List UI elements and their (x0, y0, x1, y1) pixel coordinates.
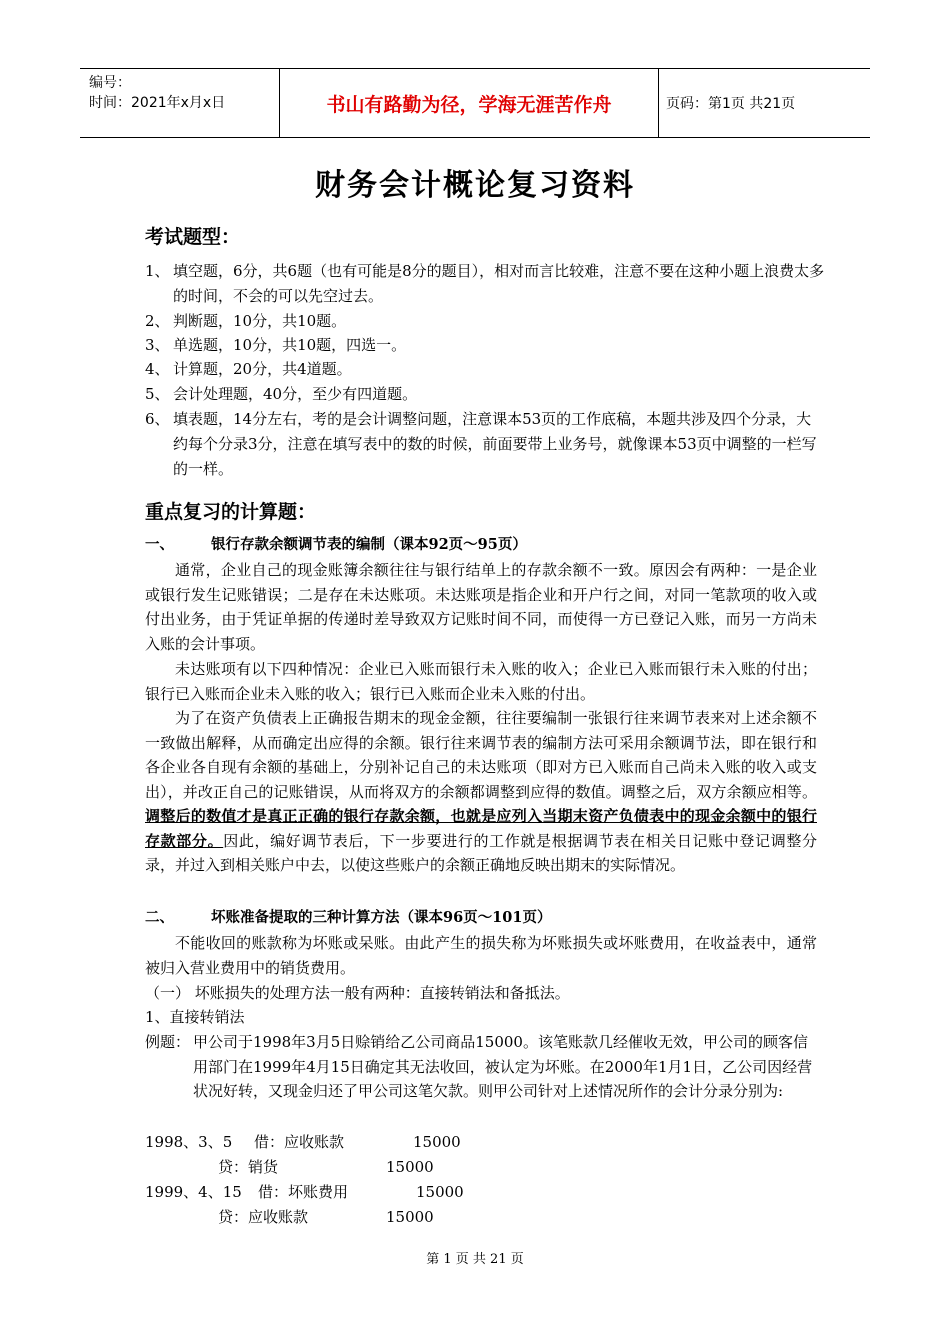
calc-heading: 重点复习的计算题： (145, 501, 317, 523)
exam-item-text: 填表题，14分左右，考的是会计调整问题，注意课本53页的工作底稿，本题共涉及四个分录，大约每个分录3分，注意在填写表中的数的时候，前面要带上业务号，就像课本53页中调整的一栏写的一样。 (173, 410, 817, 478)
header-meta (80, 69, 280, 137)
exam-item (145, 309, 825, 334)
entry-debit: 借：应收账款 (254, 1133, 345, 1151)
para-3-text-c: 因此，编好调节表后，下一步要进行的工作就是根据调节表在相关日记账中登记调整分录，并过入到相关账户中去，以使这些账户的余额正确地反映出期末的实际情况。 (145, 831, 817, 874)
doc-number-label: 编号： (89, 75, 131, 91)
section-2-title: 坏账准备提取的三种计算方法（课本96页～101页） (211, 909, 552, 926)
section-2-sub-1: （一） 坏账损失的处理方法一般有两种：直接转销法和备抵法。 (145, 984, 570, 1002)
exam-item-num: 3、 (145, 336, 170, 354)
example-block (145, 1030, 817, 1104)
doc-time-label: 时间：2021年x月x日 (89, 95, 226, 111)
section-1-num: 一、 (145, 536, 174, 553)
para-3-emphasis: 调整后的数值才是真正正确的银行存款余额，也就是应列入当期末资产负债表中的现金余额中的银行存款部分。 (145, 807, 817, 850)
header-motto: 书山有路勤为径，学海无涯苦作舟 (280, 69, 659, 137)
exam-item-text: 填空题，6分，共6题（也有可能是8分的题目），相对而言比较难，注意不要在这种小题上浪费太多的时间，不会的可以先空过去。 (173, 262, 825, 305)
example-label: 例题： (145, 1033, 191, 1051)
entry-credit: 贷：应收账款 (218, 1208, 309, 1226)
entry-credit-amount: 15000 (386, 1208, 434, 1226)
entry-credit-amount: 15000 (386, 1158, 434, 1176)
section-1-para-2: 未达账项有以下四种情况：企业已入账而银行未入账的收入；企业已入账而银行未入账的付出；银行已入账而企业未入账的收入；银行已入账而企业未入账的付出。 (145, 660, 817, 703)
exam-item-num: 1、 (145, 262, 170, 280)
section-2-heading (145, 906, 551, 930)
entry-debit-amount: 15000 (416, 1183, 464, 1201)
exam-item (145, 259, 825, 309)
entry-date: 1999、4、15 (145, 1183, 242, 1201)
header-page-info: 页码：第1页 共21页 (666, 96, 796, 112)
entry-debit: 借：坏账费用 (258, 1183, 349, 1201)
exam-item (145, 333, 825, 358)
exam-item (145, 382, 825, 407)
document-title: 财务会计概论复习资料 (315, 168, 635, 203)
exam-item (145, 407, 825, 482)
section-1-para-3 (145, 706, 817, 878)
section-2-sub-2: 1、直接转销法 (145, 1008, 245, 1026)
example-text: 甲公司于1998年3月5日赊销给乙公司商品15000。该笔账款几经催收无效，甲公司的顾客信用部门在1999年4月15日确定其无法收回，被认定为坏账。在2000年1月1日，乙公司因经营状况好转，又现金归还了甲公司这笔欠款。则甲公司针对上述情况所作的会计分录分别为: (193, 1033, 813, 1100)
exam-item-text: 会计处理题，40分，至少有四道题。 (173, 385, 418, 403)
page-header (80, 68, 870, 138)
section-1-title: 银行存款余额调节表的编制（课本92页～95页） (211, 536, 527, 553)
exam-item (145, 357, 825, 382)
exam-types-heading: 考试题型： (145, 226, 241, 248)
exam-item-num: 6、 (145, 410, 170, 428)
entry-date: 1998、3、5 (145, 1133, 233, 1151)
exam-item-text: 判断题，10分，共10题。 (173, 312, 347, 330)
exam-item-num: 2、 (145, 312, 170, 330)
section-2-para-1: 不能收回的账款称为坏账或呆账。由此产生的损失称为坏账损失或坏账费用，在收益表中，通常被归入营业费用中的销货费用。 (145, 934, 817, 977)
exam-item-text: 计算题，20分，共4道题。 (173, 360, 352, 378)
para-3-text-a: 为了在资产负债表上正确报告期末的现金金额，往往要编制一张银行往来调节表来对上述余额不一致做出解释，从而确定出应得的余额。银行往来调节表的编制方法可采用余额调节法，即在银行和各企业各自现有余额的基础上，分别补记自己的未达账项（即对方已入账而自己尚未入账的收入或支出），并改正自己的记账错误，从而将双方的余额都调整到应得的数值。调整之后，双方余额应相等。 (145, 709, 817, 801)
entry-debit-amount: 15000 (413, 1133, 461, 1151)
section-1-para-1: 通常，企业自己的现金账簿余额往往与银行结单上的存款余额不一致。原因会有两种：一是企业或银行发生记账错误；二是存在未达账项。未达账项是指企业和开户行之间，对同一笔款项的收入或付出业务，由于凭证单据的传递时差导致双方记账时间不同，而使得一方已登记入账，而另一方尚未入账的会计事项。 (145, 561, 817, 653)
exam-item-num: 5、 (145, 385, 170, 403)
exam-item-num: 4、 (145, 360, 170, 378)
entry-credit: 贷：销货 (218, 1158, 279, 1176)
section-2-num: 二、 (145, 909, 174, 926)
section-1-heading (145, 533, 527, 557)
page-footer: 第 1 页 共 21 页 (426, 1252, 524, 1267)
exam-item-text: 单选题，10分，共10题，四选一。 (173, 336, 407, 354)
